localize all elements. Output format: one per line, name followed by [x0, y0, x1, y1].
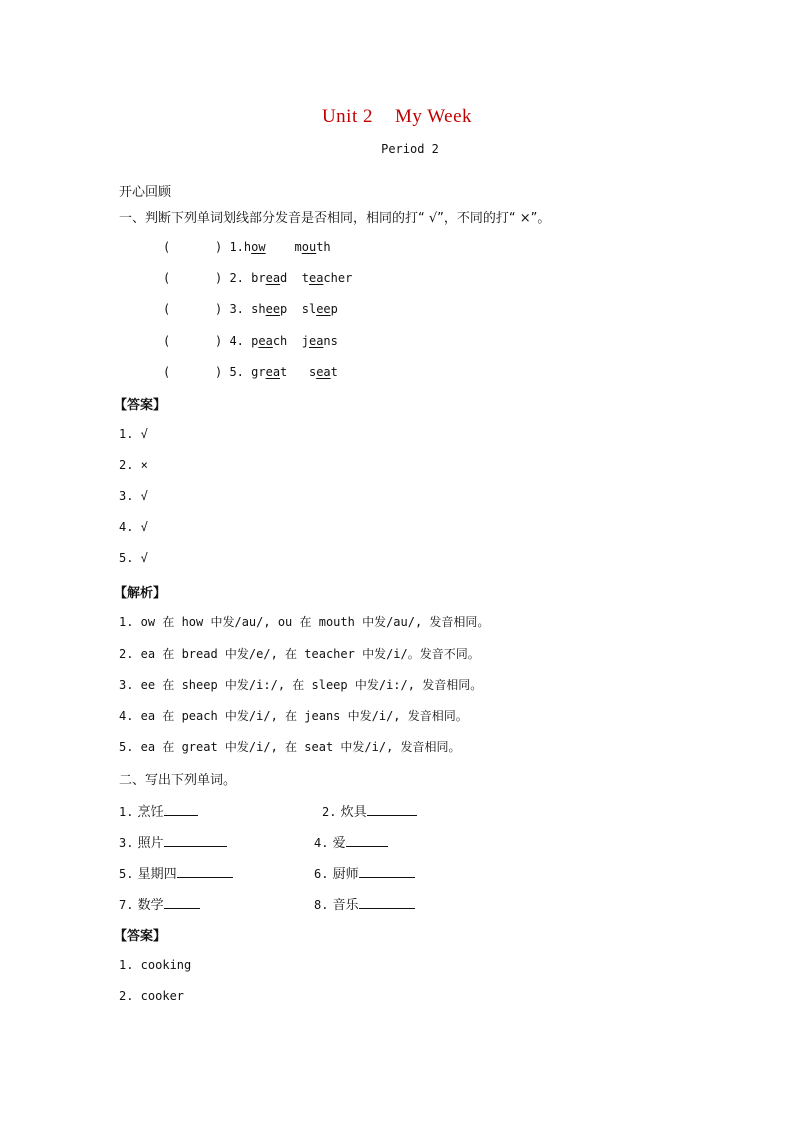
word-item: 8. 音乐: [314, 894, 415, 913]
answer-blank[interactable]: [367, 803, 417, 816]
answer-blank[interactable]: [346, 834, 388, 847]
word-item: 3. 照片: [119, 832, 227, 851]
judge-row: ( ) 5. great seat: [163, 365, 338, 379]
answer-item: 2. cooker: [119, 989, 185, 1003]
answer-blank[interactable]: [359, 896, 415, 909]
word-item: 6. 厨师: [314, 863, 415, 882]
word-item: 1. 烹饪: [119, 801, 198, 820]
answer-item: 2. ×: [119, 458, 148, 472]
answer-item: 4. √: [119, 520, 148, 534]
page-subtitle: Period 2: [381, 142, 439, 156]
analysis-item: 2. ea 在 bread 中发/e/, 在 teacher 中发/i/。发音不同。: [119, 647, 480, 661]
word-item: 4. 爱: [314, 832, 388, 851]
word-item: 2. 炊具: [322, 801, 417, 820]
judge-row: ( ) 1.how mouth: [163, 240, 331, 254]
answer-blank[interactable]: [177, 865, 233, 878]
part2-instruction: 二、写出下列单词。: [119, 773, 237, 788]
answer-item: 1. cooking: [119, 958, 192, 972]
answer-item: 1. √: [119, 427, 148, 441]
analysis-item: 3. ee 在 sheep 中发/i:/, 在 sleep 中发/i:/, 发音相同。: [119, 678, 483, 692]
word-item: 7. 数学: [119, 894, 200, 913]
answer-item: 3. √: [119, 489, 148, 503]
answer-heading: 【答案】: [114, 929, 167, 944]
analysis-item: 1. ow 在 how 中发/au/, ou 在 mouth 中发/au/, 发音相同。: [119, 615, 490, 629]
judge-row: ( ) 2. bread teacher: [163, 271, 353, 285]
title-topic: My Week: [394, 106, 473, 127]
judge-row: ( ) 3. sheep sleep: [163, 302, 338, 316]
page-title: [0, 106, 794, 128]
answer-blank[interactable]: [164, 896, 200, 909]
title-unit: Unit 2: [321, 106, 373, 127]
part1-instruction: 一、判断下列单词划线部分发音是否相同，相同的打“ √”，不同的打“ ×”。: [119, 211, 551, 226]
analysis-heading: 【解析】: [114, 586, 167, 601]
word-item: 5. 星期四: [119, 863, 233, 882]
answer-heading: 【答案】: [114, 398, 167, 413]
analysis-item: 5. ea 在 great 中发/i/, 在 seat 中发/i/, 发音相同。: [119, 740, 461, 754]
answer-blank[interactable]: [164, 834, 227, 847]
section-intro: 开心回顾: [119, 185, 172, 200]
answer-blank[interactable]: [359, 865, 415, 878]
answer-blank[interactable]: [164, 803, 198, 816]
judge-row: ( ) 4. peach jeans: [163, 334, 338, 348]
answer-item: 5. √: [119, 551, 148, 565]
analysis-item: 4. ea 在 peach 中发/i/, 在 jeans 中发/i/, 发音相同。: [119, 709, 468, 723]
